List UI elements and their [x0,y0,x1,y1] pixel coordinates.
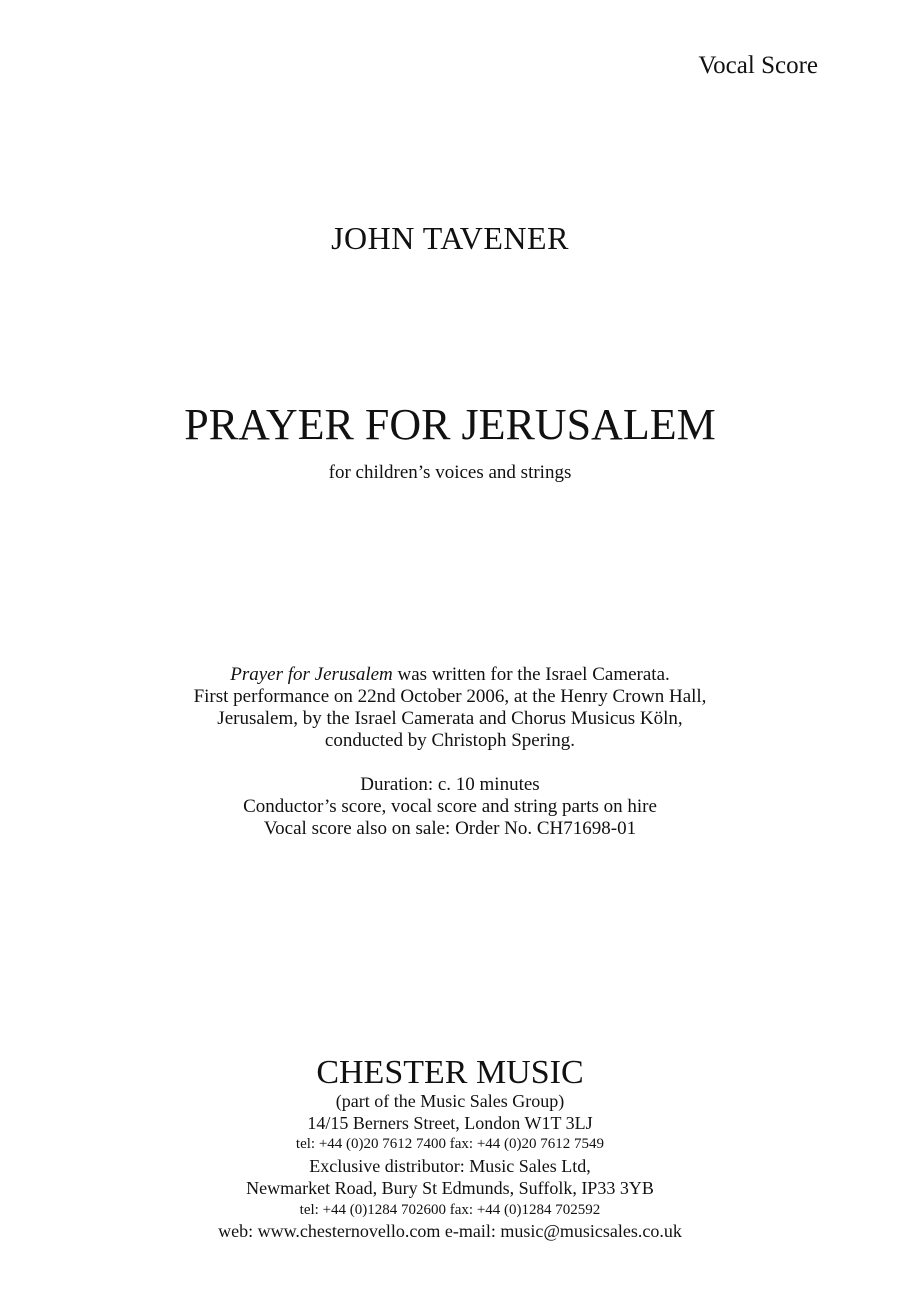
distributor-line: Exclusive distributor: Music Sales Ltd, [309,1156,591,1177]
duration-line: Duration: c. 10 minutes [360,774,540,795]
distributor-address: Newmarket Road, Bury St Edmunds, Suffolk, IP33 3YB [246,1177,654,1198]
work-title-italic: Prayer for Jerusalem [230,664,393,685]
hire-line: Conductor’s score, vocal score and string parts on hire [243,796,657,817]
score-type-label: Vocal Score [698,52,818,79]
conductor-line: conducted by Christoph Spering. [324,730,576,751]
work-subtitle: for children’s voices and strings [328,462,572,483]
distributor-contact: tel: +44 (0)1284 702600 fax: +44 (0)1284 702592 [299,1201,601,1218]
commission-line [0,664,900,686]
performance-notes [0,664,900,840]
publisher-details [0,1091,900,1243]
publisher-group: (part of the Music Sales Group) [335,1091,565,1111]
premiere-line: First performance on 22nd October 2006, at the Henry Crown Hall, [193,686,707,707]
premiere-performers-line: Jerusalem, by the Israel Camerata and Chorus Musicus Köln, [217,708,683,729]
spacer [0,752,900,774]
sale-line: Vocal score also on sale: Order No. CH71698-01 [263,818,637,839]
publisher-contact: tel: +44 (0)20 7612 7400 fax: +44 (0)20 7612 7549 [295,1136,605,1153]
work-title: PRAYER FOR JERUSALEM [184,400,716,449]
publisher-address: 14/15 Berners Street, London W1T 3LJ [307,1112,593,1133]
composer-name: JOHN TAVENER [331,220,569,256]
publisher-name: CHESTER MUSIC [316,1054,584,1091]
commission-text: was written for the Israel Camerata. [392,664,670,685]
web-contact: web: www.chesternovello.com e-mail: music@musicsales.co.uk [218,1221,682,1242]
